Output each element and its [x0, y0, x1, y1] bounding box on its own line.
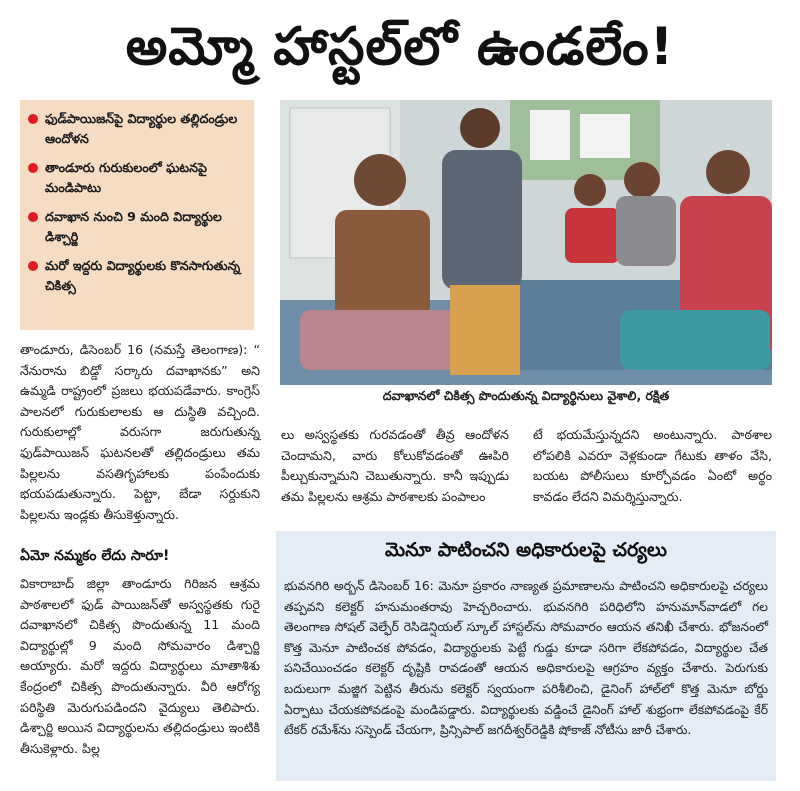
- news-photo: [280, 100, 772, 385]
- red-bullet-icon: [28, 212, 38, 222]
- article-column-3: టే భయమేస్తున్నదని అంటున్నారు. పాఠశాల లోపలికి ఎవరూ వెళ్లకుండా గేటుకు తాళం వేసి, బయట పోలీసులు కూర్చోవడం ఏంటో అర్థం కావడం లేదని విమర్శిస్తున్నారు.: [533, 427, 772, 504]
- subheading: ఏమో నమ్మకం లేదు సారూ!: [20, 548, 170, 564]
- hospital-scene-illustration: [280, 100, 772, 385]
- red-bullet-icon: [28, 261, 38, 271]
- article-column-2: లు అస్వస్థతకు గురవడంతో తీవ్ర ఆందోళన చెందామని, వారు కోలుకోవడంతో ఊపిరి పీల్చుకున్నామని చెబుతున్నారు. కానీ ఇప్పుడు తమ పిల్లలను ఆశ్రమ పాఠశాలకు పంపాలం: [281, 427, 509, 504]
- red-bullet-icon: [28, 114, 38, 124]
- photo-caption: దవాఖానలో చికిత్స పొందుతున్న విద్యార్థినులు వైశాలి, రక్షిత: [382, 388, 670, 403]
- highlights-box: [20, 100, 254, 330]
- highlight-item: [28, 158, 246, 198]
- headline: అమ్మో హాస్టల్‌లో ఉండలేం!: [125, 17, 675, 77]
- highlight-text: తాండూరు గురుకులంలో ఘటనపై మండిపాటు: [45, 160, 207, 195]
- article-column-1: తాండూరు, డిసెంబర్ 16 (నమస్తే తెలంగాణ): “ నేనురాను బిడ్డో సర్కారు దవాఖానకు” అని ఉమ్మడి రాష్ట్రంలో ప్రజలు భయపడేవారు. కాంగ్రెస్ పాలనలో గురుకులాలకు ఆ దుస్థితి వచ్చింది. గురుకులాల్లో వరుసగా జరుగుతున్న ఫుడ్‌పాయిజన్ ఘటనలతో తల్లిదండ్రులు తమ పిల్లలను వసతిగృహాలకు పంపేందుకు భయపడుతున్నారు. పెట్టా, బేడా సర్దుకుని పిల్లలను ఇండ్లకు తీసుకెళ్తున్నారు.: [20, 342, 260, 522]
- red-bullet-icon: [28, 163, 38, 173]
- article-column-1-continued: వికారాబాద్ జిల్లా తాండూరు గిరిజన ఆశ్రమ పాఠశాలలో ఫుడ్ పాయిజన్‌తో అస్వస్థతకు గురై దవాఖానలో చికిత్స పొందుతున్న 11 మంది విద్యార్థుల్లో 9 మంది సోమవారం డిశ్చార్జి అయ్యారు. మరో ఇద్దరు విద్యార్థులు మాతాశిశు కేంద్రంలో చికిత్స పొందుతున్నారు. వీరి ఆరోగ్య పరిస్థితి మెరుగుపడిందని వైద్యులు తెలిపారు. డిశ్చార్జి అయిన విద్యార్థులను తల్లిదండ్రులు ఇంటికి తీసుకెళ్లారు. పిల్ల: [20, 576, 260, 756]
- side-story-title: మెనూ పాటించని అధికారులపై చర్యలు: [384, 539, 667, 561]
- side-story-body: భువనగిరి అర్బన్ డిసెంబర్ 16: మెనూ ప్రకారం నాణ్యత ప్రమాణాలను పాటించని అధికారులపై చర్యలు తప్పవని కలెక్టర్ హనుమంతరావు హెచ్చరించారు. భువనగిరి పరిధిలోని హనుమాన్‌వాడలో గల తెలంగాణ సోషల్ వెల్ఫేర్ రెసిడెన్షియల్ స్కూల్ హాస్టల్‌ను సోమవారం ఆయన తనిఖీ చేశారు. భోజనంలో కొత్త మెనూ పాటించక పోవడం, విద్యార్థులకు పెట్టే గుడ్డు కూడా సరిగా లేకపోవడం, విద్యార్థుల చేత పనిచేయించడం కలెక్టర్ దృష్టికి రావడంతో ఆయన అధికారులపై ఆగ్రహం వ్యక్తం చేశారు. పెరుగుకు బదులుగా మజ్జిగ పెట్టిన తీరును కలెక్టర్ స్వయంగా పరిశీలించి, డైనింగ్ హాల్‌లో కొత్త మెనూ బోర్డు ఏర్పాటు చేయకపోవడంపై మండిపడ్డారు. విద్యార్థులకు వడ్డించే డైనింగ్ హాల్ శుభ్రంగా లేకపోవడంపై కేర్ టేకర్ రమేశ్‌ను సస్పెండ్ చేయగా, ప్రిన్సిపాల్ జగదీశ్వర్‌రెడ్డికి షోకాజ్ నోటీసు జారీ చేశారు.: [284, 579, 768, 738]
- highlight-text: మరో ఇద్దరు విద్యార్థులకు కొనసాగుతున్న చికిత్స: [45, 258, 241, 293]
- highlight-text: దవాఖాన నుంచి 9 మంది విద్యార్థుల డిశ్చార్జి: [45, 209, 222, 244]
- highlight-item: [28, 256, 246, 296]
- highlight-item: [28, 109, 246, 149]
- highlight-text: ఫుడ్‌పాయిజన్‌పై విద్యార్థుల తల్లిదండ్రుల ఆందోళన: [45, 111, 238, 146]
- highlight-item: [28, 207, 246, 247]
